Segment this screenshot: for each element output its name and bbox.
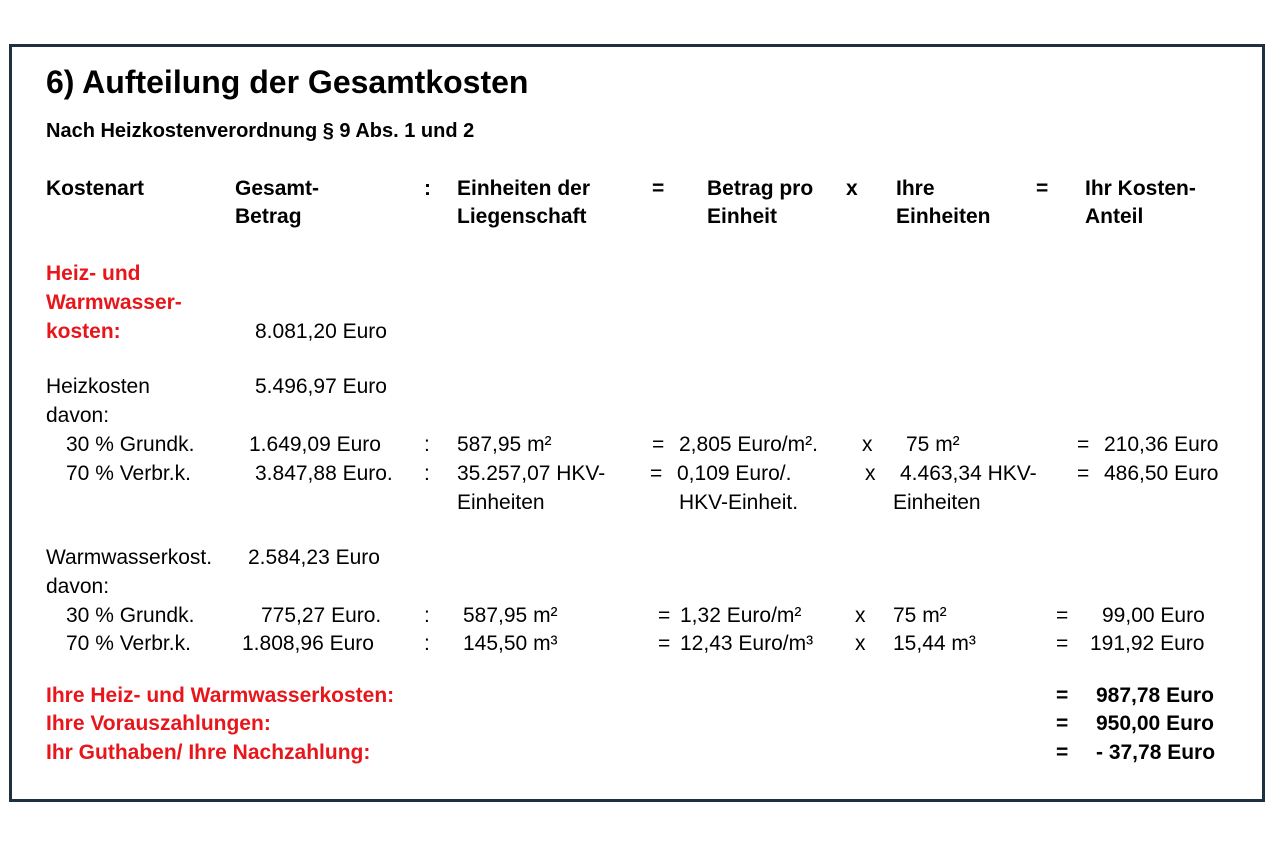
heiz-ww-total: 8.081,20 Euro (255, 320, 387, 343)
heiz-grund-equals-2: = (1077, 433, 1090, 456)
ww-grund-einheiten: 587,95 m² (463, 604, 558, 627)
header-betrag-line2: Einheit (707, 205, 778, 228)
heiz-ww-label-line1: Heiz- und (46, 262, 141, 285)
header-times: x (846, 177, 858, 200)
ww-grund-betrag: 775,27 Euro. (261, 604, 382, 627)
summary-guthaben-equals: = (1056, 741, 1069, 764)
heizkosten-total: 5.496,97 Euro (255, 375, 387, 398)
summary-kosten-equals: = (1056, 684, 1069, 707)
summary-vorauszahlung-value: 950,00 Euro (1096, 712, 1214, 735)
heiz-grund-einheiten: 587,95 m² (457, 433, 552, 456)
ww-verbr-equals-2: = (1056, 632, 1069, 655)
heiz-verbr-pro-einheit-line2: HKV-Einheit. (679, 491, 799, 514)
ww-grund-anteil: 99,00 Euro (1102, 604, 1205, 627)
heiz-verbr-times: x (865, 462, 876, 485)
heiz-ww-label-line3: kosten: (46, 320, 121, 343)
heizkosten-davon: davon: (46, 404, 110, 427)
header-anteil-line1: Ihr Kosten- (1085, 177, 1196, 200)
header-ihre-line2: Einheiten (896, 205, 991, 228)
summary-kosten-value: 987,78 Euro (1096, 684, 1214, 707)
ww-verbr-times: x (855, 632, 866, 655)
summary-guthaben-value: - 37,78 Euro (1096, 741, 1216, 764)
ww-verbr-betrag: 1.808,96 Euro (242, 632, 374, 655)
heiz-grund-betrag: 1.649,09 Euro (249, 433, 381, 456)
header-gesamt-line2: Betrag (235, 205, 302, 228)
header-einheiten-line1: Einheiten der (457, 177, 591, 200)
heiz-verbr-equals-2: = (1077, 462, 1090, 485)
heiz-grund-equals: = (652, 433, 665, 456)
ww-grund-ihre: 75 m² (893, 604, 947, 627)
ww-verbr-ihre: 15,44 m³ (893, 632, 976, 655)
heizkosten-label: Heizkosten (46, 375, 150, 398)
header-gesamt-line1: Gesamt- (235, 177, 320, 200)
header-equals-2: = (1036, 177, 1049, 200)
header-colon: : (424, 177, 431, 200)
summary-vorauszahlung-label: Ihre Vorauszahlungen: (46, 712, 271, 735)
ww-verbr-colon: : (424, 632, 430, 655)
heiz-verbr-colon: : (424, 462, 430, 485)
page-subtitle: Nach Heizkostenverordnung § 9 Abs. 1 und 2 (46, 120, 475, 142)
heiz-grund-label: 30 % Grundk. (66, 433, 195, 456)
summary-vorauszahlung-equals: = (1056, 712, 1069, 735)
heiz-verbr-equals: = (650, 462, 663, 485)
heiz-grund-times: x (862, 433, 873, 456)
header-equals-1: = (652, 177, 665, 200)
ww-grund-times: x (855, 604, 866, 627)
ww-verbr-equals: = (658, 632, 671, 655)
ww-verbr-pro-einheit: 12,43 Euro/m³ (680, 632, 814, 655)
heiz-verbr-anteil: 486,50 Euro (1104, 462, 1219, 485)
heiz-ww-label-line2: Warmwasser- (46, 291, 182, 314)
ww-grund-label: 30 % Grundk. (66, 604, 195, 627)
ww-grund-equals-2: = (1056, 604, 1069, 627)
heiz-grund-ihre: 75 m² (906, 433, 960, 456)
header-betrag-line1: Betrag pro (707, 177, 814, 200)
ww-grund-equals: = (658, 604, 671, 627)
header-kostenart: Kostenart (46, 177, 145, 200)
heiz-grund-pro-einheit: 2,805 Euro/m². (679, 433, 818, 456)
warmwasser-davon: davon: (46, 575, 110, 598)
heiz-verbr-einheiten-line1: 35.257,07 HKV- (457, 462, 606, 485)
summary-kosten-label: Ihre Heiz- und Warmwasserkosten: (46, 684, 395, 707)
heiz-verbr-einheiten-line2: Einheiten (457, 491, 545, 514)
summary-guthaben-label: Ihr Guthaben/ Ihre Nachzahlung: (46, 741, 371, 764)
warmwasser-total: 2.584,23 Euro (248, 546, 380, 569)
ww-verbr-label: 70 % Verbr.k. (66, 632, 191, 655)
heiz-verbr-pro-einheit-line1: 0,109 Euro/. (677, 462, 792, 485)
heiz-verbr-ihre-line1: 4.463,34 HKV- (900, 462, 1037, 485)
ww-grund-colon: : (424, 604, 430, 627)
heiz-grund-anteil: 210,36 Euro (1104, 433, 1219, 456)
warmwasser-label: Warmwasserkost. (46, 546, 213, 569)
heiz-grund-colon: : (424, 433, 430, 456)
header-einheiten-line2: Liegenschaft (457, 205, 587, 228)
header-ihre-line1: Ihre (896, 177, 935, 200)
ww-grund-pro-einheit: 1,32 Euro/m² (680, 604, 802, 627)
header-anteil-line2: Anteil (1085, 205, 1144, 228)
ww-verbr-anteil: 191,92 Euro (1090, 632, 1205, 655)
heiz-verbr-label: 70 % Verbr.k. (66, 462, 191, 485)
ww-verbr-einheiten: 145,50 m³ (463, 632, 558, 655)
page-title: 6) Aufteilung der Gesamtkosten (46, 64, 529, 100)
heiz-verbr-ihre-line2: Einheiten (893, 491, 981, 514)
heiz-verbr-betrag: 3.847,88 Euro. (255, 462, 393, 485)
